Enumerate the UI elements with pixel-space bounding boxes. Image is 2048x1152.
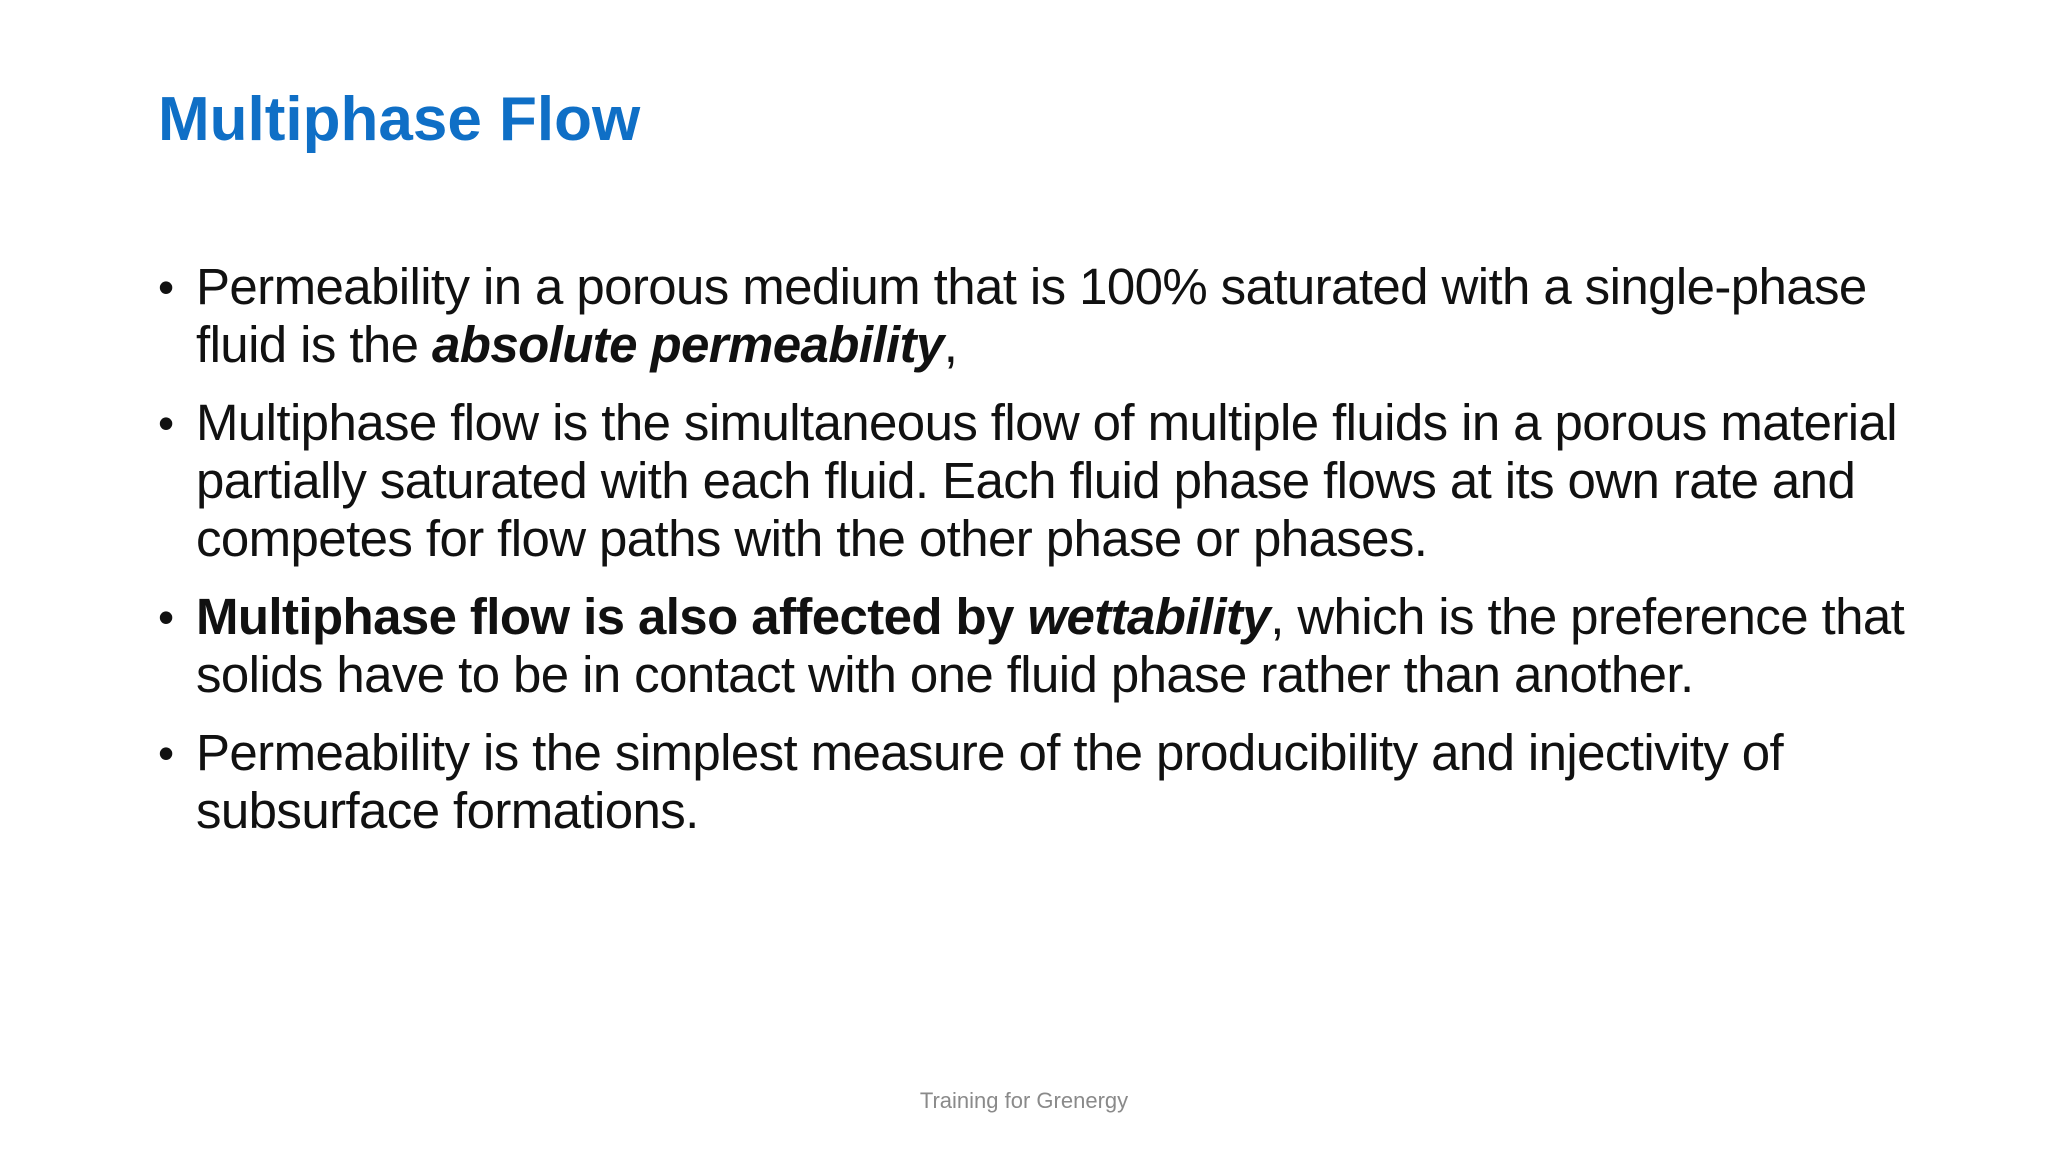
bullet-dot-icon: • <box>158 261 174 313</box>
bold-phrase: Multiphase flow is also affected by <box>196 588 1028 645</box>
bullet-item-absolute-permeability <box>158 258 1918 374</box>
bullet-item-wettability <box>158 588 1918 704</box>
bullet-dot-icon: • <box>158 727 174 779</box>
bullet-text: Permeability is the simplest measure of the producibility and injectivity of subsurface formations. <box>196 724 1784 839</box>
bullet-text: Multiphase flow is the simultaneous flow of multiple fluids in a porous material partially saturated with each fluid. Each fluid phase flows at its own rate and competes for flow paths with the other phase or phases. <box>196 394 1897 567</box>
bullet-item-producibility <box>158 724 1918 840</box>
slide-title: Multiphase Flow <box>158 85 641 154</box>
bullet-item-multiphase-flow <box>158 394 1918 568</box>
slide-footer: Training for Grenergy <box>919 1088 1129 1113</box>
bullet-text: Multiphase flow is also affected by wettability, which is the preference that solids have to be in contact with one fluid phase rather than another. <box>196 588 1905 703</box>
bullet-dot-icon: • <box>158 591 174 643</box>
bullet-list <box>158 258 1918 860</box>
emphasis-term: wettability <box>1027 588 1271 645</box>
bullet-dot-icon: • <box>158 397 174 449</box>
bullet-text: Permeability in a porous medium that is 100% saturated with a single-phase fluid is the absolute permeability, <box>196 258 1867 373</box>
emphasis-term: absolute permeability <box>432 316 944 373</box>
